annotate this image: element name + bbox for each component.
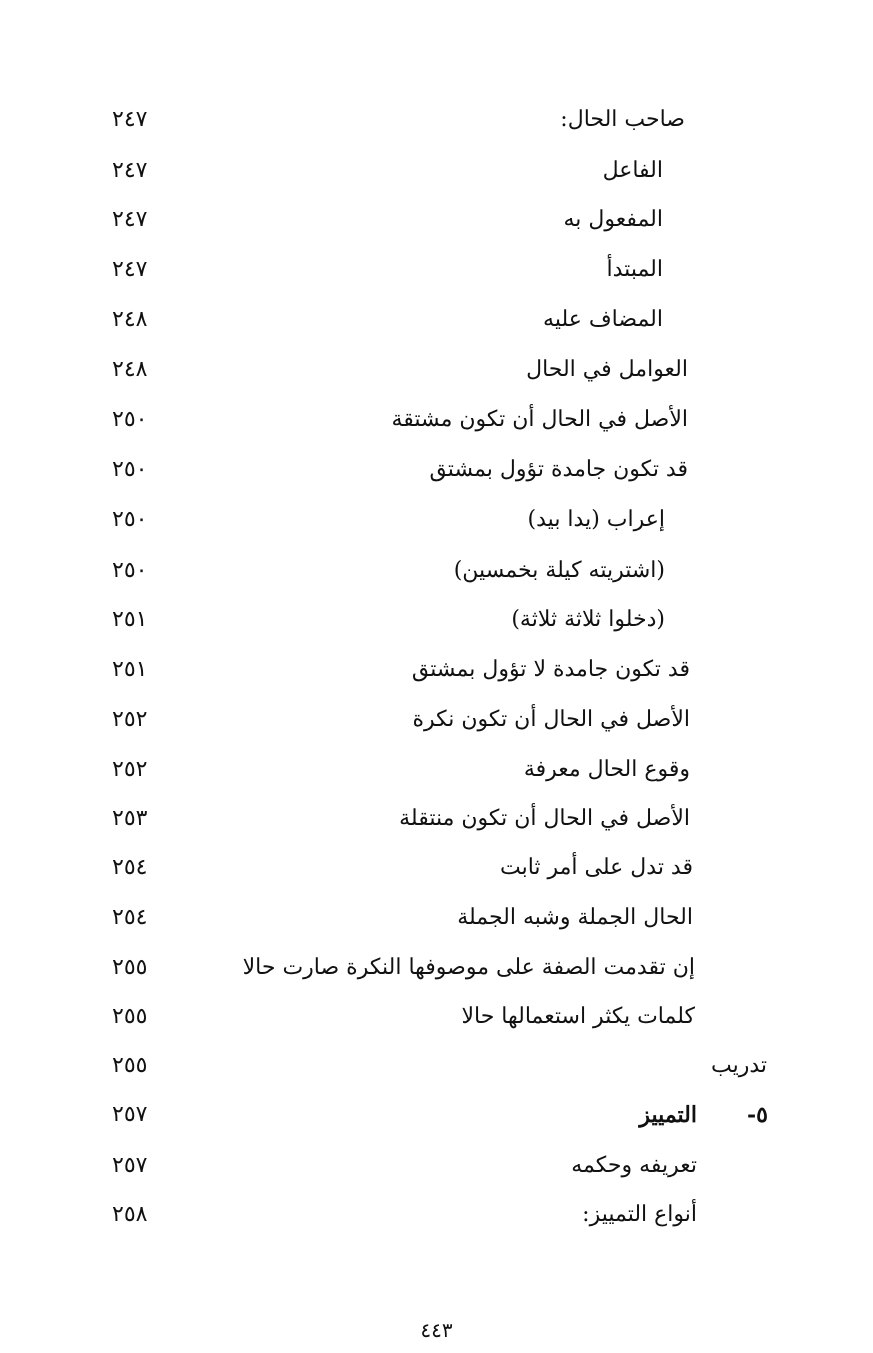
toc-page-number: ٢٤٧	[112, 158, 148, 183]
toc-entry-title: إعراب (يدا بيد)	[527, 507, 665, 532]
toc-row	[0, 200, 873, 240]
toc-row	[0, 1195, 873, 1235]
toc-row	[0, 250, 873, 290]
toc-page-number: ٢٥٨	[112, 1202, 148, 1227]
toc-page-number: ٢٥٠	[112, 457, 148, 482]
toc-entry-title: (دخلوا ثلاثة ثلاثة)	[511, 607, 665, 632]
toc-page-number: ٢٤٨	[112, 357, 148, 382]
toc-page-number: ٢٥٣	[112, 806, 148, 831]
toc-row	[0, 350, 873, 390]
toc-page-number: ٢٥١	[112, 607, 148, 632]
toc-entry-title: أنواع التمييز:	[582, 1202, 697, 1227]
toc-page-number: ٢٤٧	[112, 257, 148, 282]
toc-page-number: ٢٥٧	[112, 1102, 148, 1127]
toc-entry-title: الأصل في الحال أن تكون مشتقة	[391, 407, 688, 432]
toc-entry-title: تدريب	[710, 1053, 767, 1078]
toc-row	[0, 650, 873, 690]
toc-entry-title: وقوع الحال معرفة	[523, 757, 690, 782]
toc-entry-title: (اشتريته كيلة بخمسين)	[453, 558, 665, 583]
toc-page-number: ٢٤٨	[112, 307, 148, 332]
toc-page-number: ٢٥٥	[112, 1053, 148, 1078]
toc-entry-title: الأصل في الحال أن تكون نكرة	[412, 707, 690, 732]
toc-row	[0, 848, 873, 888]
toc-entry-title: قد تكون جامدة تؤول بمشتق	[429, 457, 688, 482]
toc-entry-title: إن تقدمت الصفة على موصوفها النكرة صارت حالا	[242, 955, 695, 980]
toc-row	[0, 700, 873, 740]
toc-row	[0, 600, 873, 640]
toc-entry-title: العوامل في الحال	[526, 357, 688, 382]
toc-page-number: ٢٥٤	[112, 905, 148, 930]
toc-entry-title: الفاعل	[602, 158, 663, 183]
toc-row	[0, 750, 873, 790]
toc-page-number: ٢٥٥	[112, 955, 148, 980]
toc-row	[0, 100, 873, 140]
toc-entry-title: قد تدل على أمر ثابت	[499, 855, 693, 880]
toc-page-number: ٢٥٢	[112, 707, 148, 732]
toc-row	[0, 1095, 873, 1135]
toc-row	[0, 799, 873, 839]
toc-page-number: ٢٤٧	[112, 107, 148, 132]
toc-entry-title: المبتدأ	[606, 257, 663, 282]
section-number: ٥-	[747, 1102, 768, 1128]
toc-row	[0, 948, 873, 988]
toc-row	[0, 450, 873, 490]
toc-page-number: ٢٥٢	[112, 757, 148, 782]
toc-entry-title: كلمات يكثر استعمالها حالا	[461, 1004, 695, 1029]
toc-entry-title: صاحب الحال:	[560, 107, 685, 132]
toc-page-number: ٢٥٠	[112, 507, 148, 532]
page-footer-number: ٤٤٣	[420, 1318, 453, 1342]
toc-row	[0, 1046, 873, 1086]
toc-row	[0, 551, 873, 591]
toc-entry-title: قد تكون جامدة لا تؤول بمشتق	[411, 657, 690, 682]
toc-page-number: ٢٥٥	[112, 1004, 148, 1029]
toc-entry-title: المضاف عليه	[543, 307, 663, 332]
toc-row	[0, 500, 873, 540]
toc-row	[0, 997, 873, 1037]
toc-page-number: ٢٥١	[112, 657, 148, 682]
toc-page-number: ٢٥٠	[112, 407, 148, 432]
toc-row	[0, 1146, 873, 1186]
toc-entry-title: الحال الجملة وشبه الجملة	[457, 905, 693, 930]
toc-entry-title: المفعول به	[563, 207, 663, 232]
toc-row	[0, 151, 873, 191]
toc-page-number: ٢٥٧	[112, 1153, 148, 1178]
toc-row	[0, 898, 873, 938]
toc-page-number: ٢٥٠	[112, 558, 148, 583]
toc-row	[0, 400, 873, 440]
toc-page-number: ٢٥٤	[112, 855, 148, 880]
toc-page-number: ٢٤٧	[112, 207, 148, 232]
toc-entry-title: تعريفه وحكمه	[571, 1153, 697, 1178]
toc-row	[0, 300, 873, 340]
toc-entry-title: الأصل في الحال أن تكون منتقلة	[399, 806, 690, 831]
toc-section-title: التمييز	[639, 1102, 697, 1128]
